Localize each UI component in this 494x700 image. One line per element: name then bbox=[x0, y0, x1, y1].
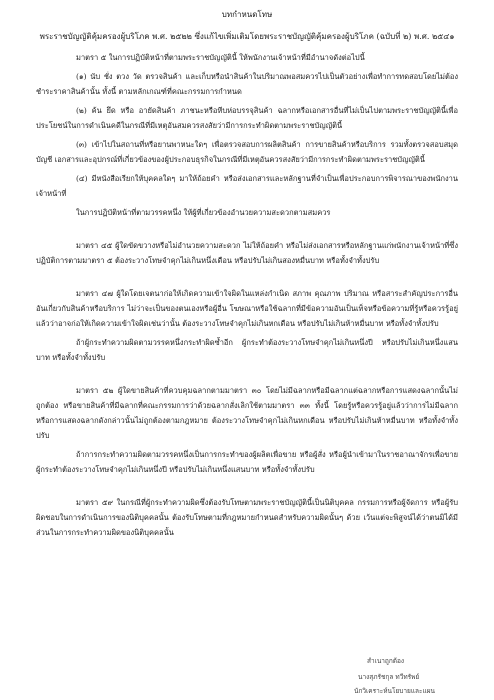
section-52-producer: ถ้าการกระทำความผิดตามวรรคหนึ่งเป็นการกระทำของผู้ผลิตเพื่อขาย หรือผู้สั่ง หรือผู้นำเข้ามาในราชอาณาจักรเพื่อขาย ผู้กระทำต้องระวางโทษจำคุกไม่เกินหนึ่งปี หรือปรับไม่เกินหนึ่งแสนบาท หรือทั้งจำทั้งปรับ bbox=[36, 450, 458, 474]
section-5-item-3: (๓) เข้าไปในสถานที่หรือยานพาหนะใดๆ เพื่อตรวจสอบการผลิตสินค้า การขายสินค้าหรือบริการ รวมทั้งตรวจสอบสมุดบัญชี เอกสารและอุปกรณ์ที่เกี่ยวข้องของผู้ประกอบธุรกิจในกรณีที่มีเหตุอันควรสงสัยว่ามีการกระทำผิดตามพระราชบัญญัตินี้ bbox=[36, 140, 458, 164]
section-45: มาตรา ๔๕ ผู้ใดขัดขวางหรือไม่อำนวยความสะดวก ไม่ให้ถ้อยคำ หรือไม่ส่งเอกสารหรือหลักฐานแก่พนักงานเจ้าหน้าที่ซึ่งปฏิบัติการตามมาตรา ๕ ต้องระวางโทษจำคุกไม่เกินหนึ่งเดือน หรือปรับไม่เกินสองหมื่นบาท หรือทั้งจำทั้งปรับ bbox=[36, 241, 458, 265]
section-5-item-2: (๒) ค้น ยึด หรือ อายัดสินค้า ภาชนะหรือหีบห่อบรรจุสินค้า ฉลากหรือเอกสารอื่นที่ไม่เป็นไปตามพระราชบัญญัตินี้เพื่อประโยชน์ในการดำเนินคดีในกรณีที่มีเหตุอันสมควรสงสัยว่ามีการกระทำผิดตามพระราชบัญญัตินี้ bbox=[36, 106, 458, 130]
section-52: มาตรา ๕๒ ผู้ใดขายสินค้าที่ควบคุมฉลากตามมาตรา ๓๐ โดยไม่มีฉลากหรือมีฉลากแต่ฉลากหรือการแสดงฉลากนั้นไม่ถูกต้อง หรือขายสินค้าที่มีฉลากที่คณะกรรมการว่าด้วยฉลากสั่งเลิกใช้ตามมาตรา ๓๓ ทั้งนี้ โดยรู้หรือควรรู้อยู่แล้วว่าการไม่มีฉลากหรือการแสดงฉลากดังกล่าวนั้นไม่ถูกต้องตามกฎหมาย ต้องระวางโทษจำคุกไม่เกินหกเดือน หรือปรับไม่เกินห้าหมื่นบาท หรือทั้งจำทั้งปรับ bbox=[36, 386, 458, 440]
section-5-note: ในการปฏิบัติหน้าที่ตามวรรคหนึ่ง ให้ผู้ที่เกี่ยวข้องอำนวยความสะดวกตามสมควร bbox=[76, 208, 331, 217]
certified-copy-stamp: สำเนาถูกต้อง bbox=[367, 657, 405, 665]
section-5-item-4: (๔) มีหนังสือเรียกให้บุคคลใดๆ มาให้ถ้อยคำ หรือส่งเอกสารและหลักฐานที่จำเป็นเพื่อประกอบการพิจารณาของพนักงานเจ้าหน้าที่ bbox=[36, 174, 458, 198]
document-heading: พระราชบัญญัติคุ้มครองผู้บริโภค พ.ศ. ๒๕๒๒ ซึ่งแก้ไขเพิ่มเติมโดยพระราชบัญญัติคุ้มครองผู้บริโภค (ฉบับที่ ๒) พ.ศ. ๒๕๔๑ bbox=[39, 32, 455, 41]
section-59: มาตรา ๕๙ ในกรณีที่ผู้กระทำความผิดซึ่งต้องรับโทษตามพระราชบัญญัตินี้เป็นนิติบุคคล กรรมการหรือผู้จัดการ หรือผู้รับผิดชอบในการดำเนินการของนิติบุคคลนั้น ต้องรับโทษตามที่กฎหมายกำหนดสำหรับความผิดนั้นๆ ด้วย เว้นแต่จะพิสูจน์ได้ว่าตนมิได้มีส่วนในการกระทำความผิดของนิติบุคคลนั้น bbox=[36, 498, 458, 537]
section-47: มาตรา ๔๗ ผู้ใดโดยเจตนาก่อให้เกิดความเข้าใจผิดในแหล่งกำเนิด สภาพ คุณภาพ ปริมาณ หรือสาระสำคัญประการอื่นอันเกี่ยวกับสินค้าหรือบริการ ไม่ว่าจะเป็นของตนเองหรือผู้อื่น โฆษณาหรือใช้ฉลากที่มีข้อความอันเป็นเท็จหรือข้อความที่รู้หรือควรรู้อยู่แล้วว่าอาจก่อให้เกิดความเข้าใจผิดเช่นว่านั้น ต้องระวางโทษจำคุกไม่เกินหกเดือน หรือปรับไม่เกินห้าหมื่นบาท หรือทั้งจำทั้งปรับ bbox=[36, 289, 458, 328]
section-5-intro: มาตรา ๕ ในการปฏิบัติหน้าที่ตามพระราชบัญญัตินี้ ให้พนักงานเจ้าหน้าที่มีอำนาจดังต่อไปนี้ bbox=[76, 53, 365, 62]
section-5-item-1: (๑) นับ ชั่ง ตวง วัด ตรวจสินค้า และเก็บหรือนำสินค้าในปริมาณพอสมควรไปเป็นตัวอย่างเพื่อทำการทดสอบโดยไม่ต้องชำระราคาสินค้านั้น ทั้งนี้ ตามหลักเกณฑ์ที่คณะกรรมการกำหนด bbox=[36, 72, 458, 96]
signatory-name: นางสุภรัชกุล ทวีทรัพย์ bbox=[358, 673, 420, 681]
signatory-position: นักวิเคราะห์นโยบายและแผน bbox=[354, 687, 435, 695]
document-title: บทกำหนดโทษ bbox=[221, 10, 273, 19]
section-47-repeat: ถ้าผู้กระทำความผิดตามวรรคหนึ่งกระทำผิดซ้ำอีก ผู้กระทำต้องระวางโทษจำคุกไม่เกินหนึ่งปี หรือปรับไม่เกินหนึ่งแสนบาท หรือทั้งจำทั้งปรับ bbox=[36, 338, 458, 362]
